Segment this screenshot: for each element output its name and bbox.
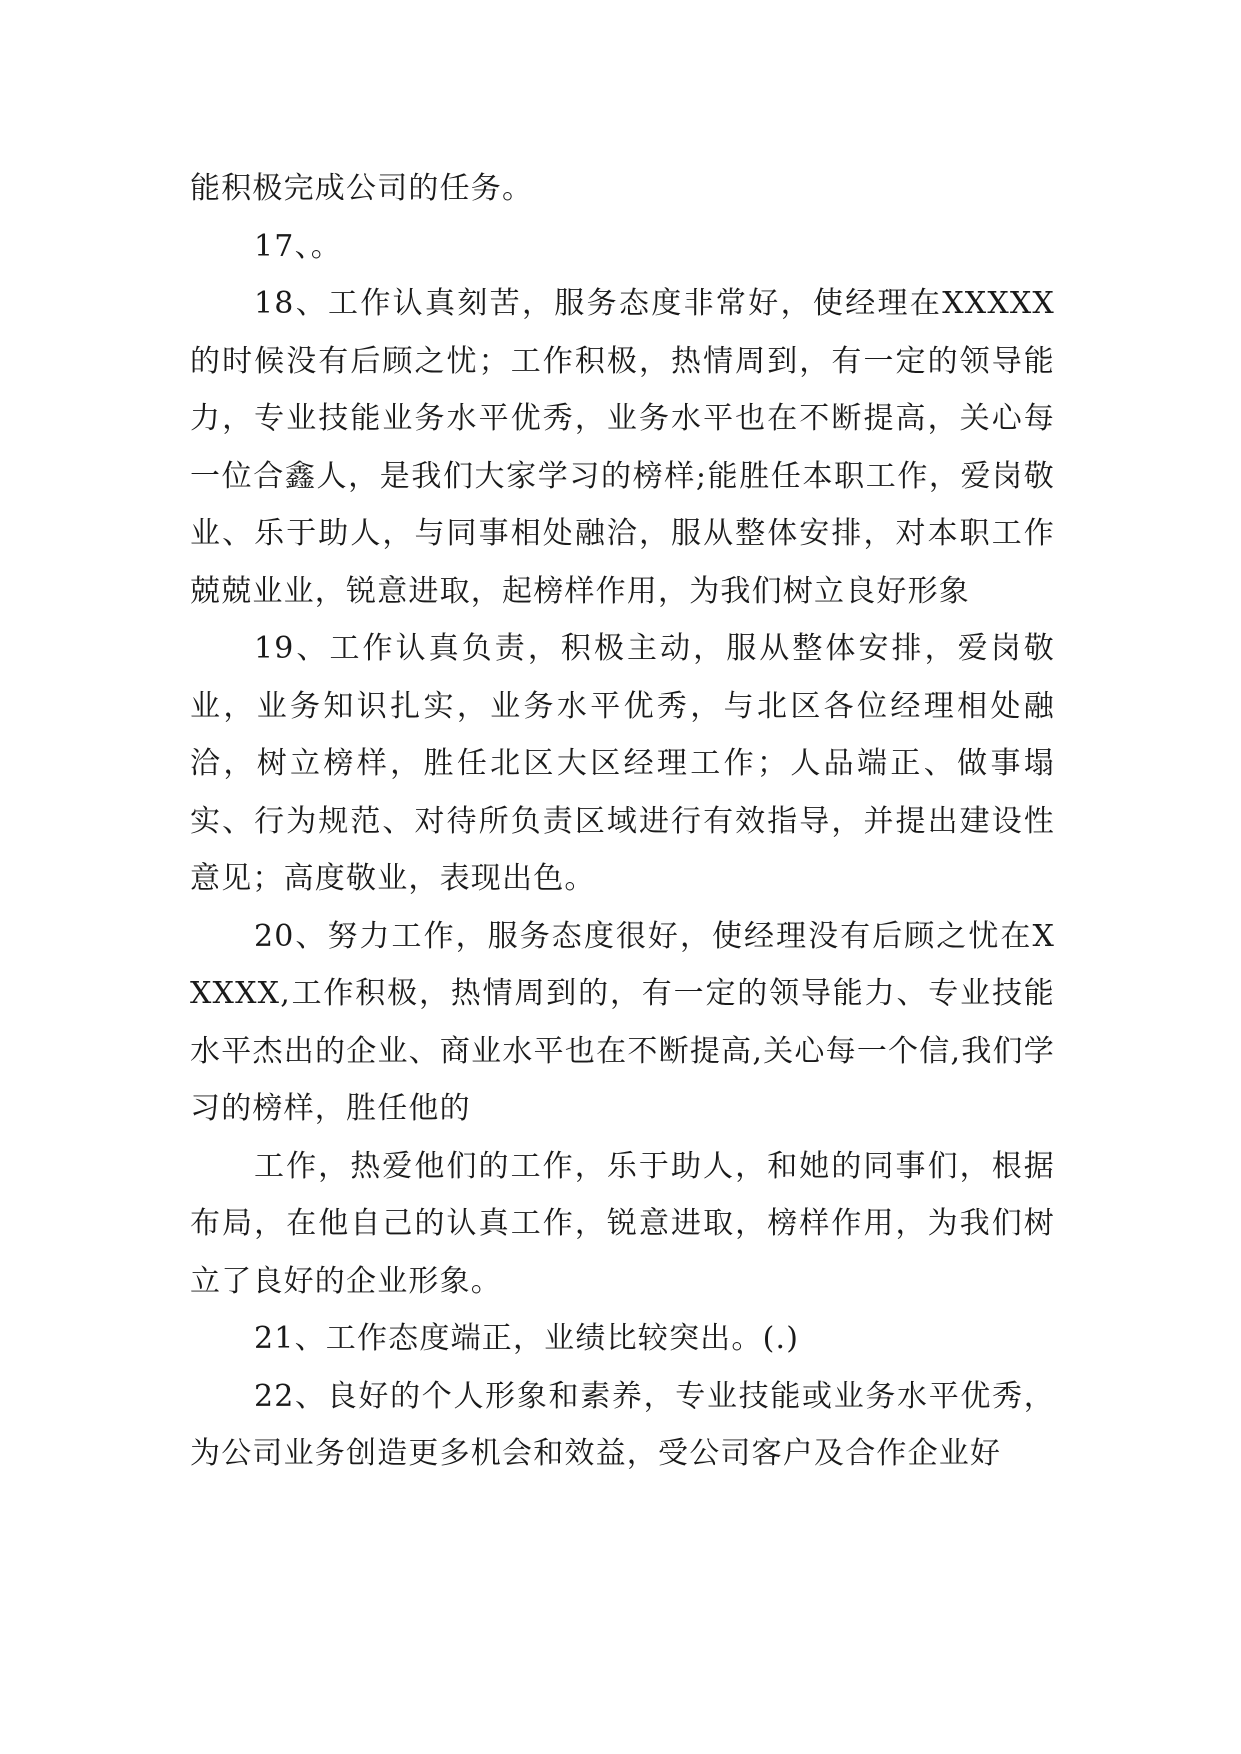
paragraph-21: 21、工作态度端正，业绩比较突出。(.) [254, 1321, 800, 1356]
paragraph-20-continuation: 工作，热爱他们的工作，乐于助人，和她的同事们，根据布局，在他自己的认真工作，锐意进取，榜样作用，为我们树立了良好的企业形象。 [190, 1148, 1055, 1299]
paragraph-20: 20、努力工作，服务态度很好，使经理没有后顾之忧在XXXXX,工作积极，热情周到的，有一定的领导能力、专业技能水平杰出的企业、商业水平也在不断提高,关心每一个信,我们学习的榜样，胜任他的 [190, 918, 1055, 1126]
paragraph-continuation: 能积极完成公司的任务。 [190, 171, 534, 206]
document-body [190, 160, 1055, 1483]
paragraph-19: 19、工作认真负责，积极主动，服从整体安排，爱岗敬业，业务知识扎实，业务水平优秀，与北区各位经理相处融洽，树立榜样，胜任北区大区经理工作；人品端正、做事塌实、行为规范、对待所负责区域进行有效指导，并提出建设性意见；高度敬业，表现出色。 [190, 631, 1055, 896]
paragraph-18: 18、工作认真刻苦，服务态度非常好，使经理在XXXXX的时候没有后顾之忧；工作积极，热情周到，有一定的领导能力，专业技能业务水平优秀，业务水平也在不断提高，关心每一位合鑫人，是我们大家学习的榜样;能胜任本职工作，爱岗敬业、乐于助人，与同事相处融洽，服从整体安排，对本职工作兢兢业业，锐意进取，起榜样作用，为我们树立良好形象 [190, 286, 1055, 609]
paragraph-17: 17、。 [254, 228, 342, 264]
paragraph-22: 22、良好的个人形象和素养，专业技能或业务水平优秀，为公司业务创造更多机会和效益，受公司客户及合作企业好 [190, 1378, 1055, 1471]
